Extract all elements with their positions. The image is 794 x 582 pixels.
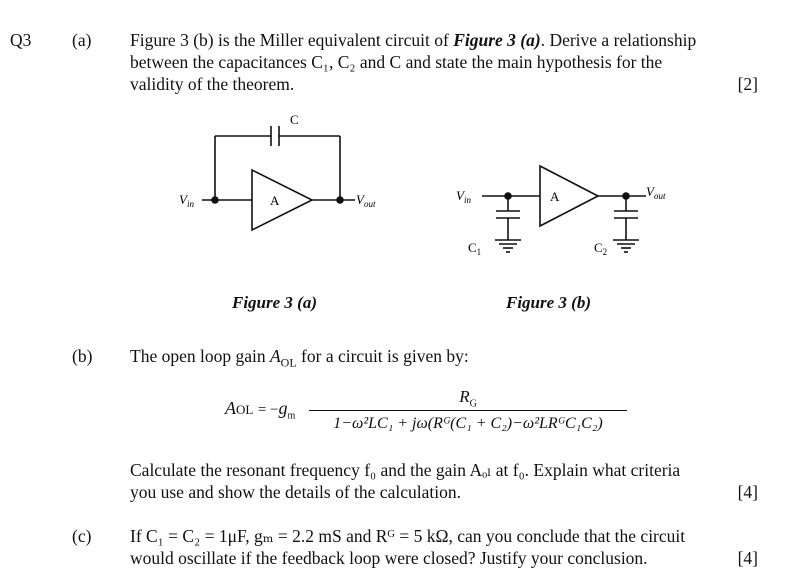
figure-3a-caption: Figure 3 (a) xyxy=(232,293,317,312)
part-a-marks: [2] xyxy=(737,74,758,94)
part-a-label: (a) xyxy=(72,30,92,50)
part-a-line-1-pre: Figure 3 (b) is the Miller equivalent circuit of xyxy=(130,30,454,50)
input-node xyxy=(504,192,512,200)
part-a-line-1-post: . Derive a relationship xyxy=(540,30,697,50)
part-b-line-1: Calculate the resonant frequency f₀ and the gain Aₒₗ at f₀. Explain what criteria xyxy=(130,460,681,480)
part-b-label: (b) xyxy=(72,346,93,366)
amplifier-label: A xyxy=(550,189,560,204)
input-node xyxy=(211,196,219,204)
vout-label: $V_{out}$ xyxy=(646,184,666,201)
figure-3b-caption: Figure 3 (b) xyxy=(506,293,591,312)
equation-lhs: AOL = $-g_m$ xyxy=(225,398,296,422)
part-a-line-3: validity of the theorem. xyxy=(130,74,295,94)
fraction-bar xyxy=(309,410,627,411)
part-c-label: (c) xyxy=(72,526,92,546)
feedback-capacitor-label: C xyxy=(290,112,299,127)
figure-3a-circuit xyxy=(170,108,400,248)
part-b-intro: The open loop gain $A_{OL}$ for a circuit is given by: xyxy=(130,346,469,370)
part-b-marks: [4] xyxy=(737,482,758,502)
part-a-figure-ref: Figure 3 (a) xyxy=(453,30,541,50)
part-c-marks: [4] xyxy=(737,548,758,568)
open-loop-gain-equation xyxy=(225,388,645,436)
output-node xyxy=(336,196,344,204)
equation-numerator: $R_G$ xyxy=(459,387,477,410)
question-number: Q3 xyxy=(10,30,32,50)
vout-label: $V_{out}$ xyxy=(356,192,376,209)
amplifier-label: A xyxy=(270,193,280,208)
part-c-line-1: If C₁ = C₂ = 1μF, gₘ = 2.2 mS and Rᴳ = 5 kΩ, can you conclude that the circuit xyxy=(130,526,686,546)
part-a-line-2: between the capacitances C₁, C₂ and C and state the main hypothesis for the xyxy=(130,52,663,72)
equation-denominator: 1−ω²LC₁ + jω(Rᴳ(C₁ + C₂)−ω²LRᴳC₁C₂) xyxy=(333,415,603,432)
c1-label: $C_1$ xyxy=(468,240,482,257)
c2-label: $C_2$ xyxy=(594,240,608,257)
part-c-line-2: would oscillate if the feedback loop were closed? Justify your conclusion. xyxy=(130,548,648,568)
part-a-line-1 xyxy=(130,30,758,51)
part-b-line-2: you use and show the details of the calculation. xyxy=(130,482,461,502)
vin-label: $V_{in}$ xyxy=(179,192,194,209)
output-node xyxy=(622,192,630,200)
figure-3b-circuit xyxy=(448,140,698,280)
vin-label: $V_{in}$ xyxy=(456,188,471,205)
